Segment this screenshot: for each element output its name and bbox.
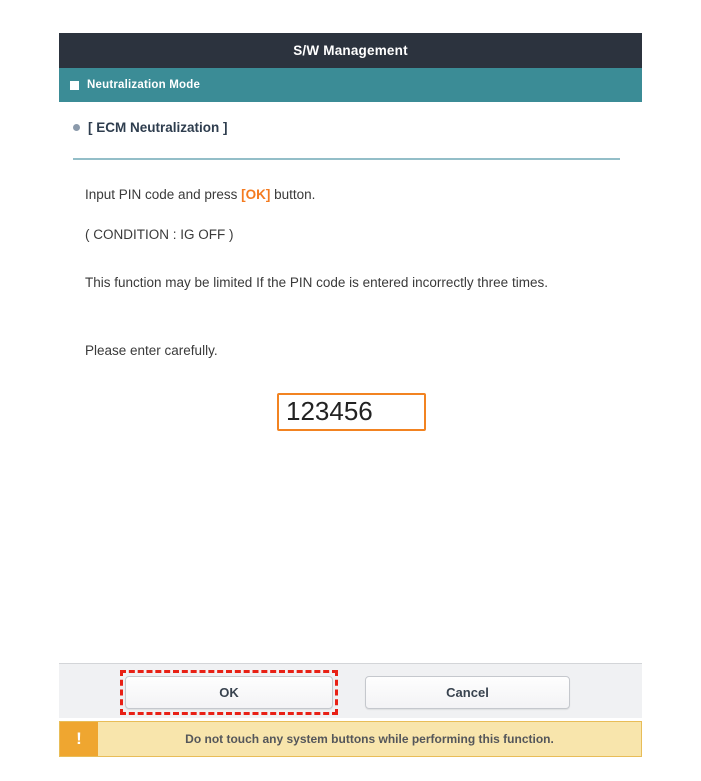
exclamation-icon: ! <box>60 722 98 756</box>
section-header <box>73 120 228 135</box>
square-bullet-icon <box>70 81 79 90</box>
pin-input[interactable] <box>277 393 426 431</box>
button-bar <box>59 663 642 718</box>
footer-notice <box>59 721 642 757</box>
instruction-suffix: button. <box>270 187 316 202</box>
circle-bullet-icon <box>73 124 80 131</box>
section-divider <box>73 158 620 160</box>
cancel-button[interactable]: Cancel <box>365 676 570 709</box>
ok-highlight-text: [OK] <box>241 187 271 202</box>
ok-button[interactable]: OK <box>125 676 333 709</box>
limit-warning-line: This function may be limited If the PIN code is entered incorrectly three times. <box>85 275 548 290</box>
page-title: S/W Management <box>293 43 408 58</box>
condition-line: ( CONDITION : IG OFF ) <box>85 227 234 242</box>
instruction-prefix: Input PIN code and press <box>85 187 242 202</box>
footer-notice-text: Do not touch any system buttons while performing this function. <box>185 732 554 746</box>
instruction-line <box>85 184 315 206</box>
titlebar <box>59 33 642 68</box>
mode-bar <box>59 68 642 102</box>
caution-line: Please enter carefully. <box>85 343 218 358</box>
section-title: [ ECM Neutralization ] <box>88 120 228 135</box>
mode-label: Neutralization Mode <box>87 79 201 91</box>
